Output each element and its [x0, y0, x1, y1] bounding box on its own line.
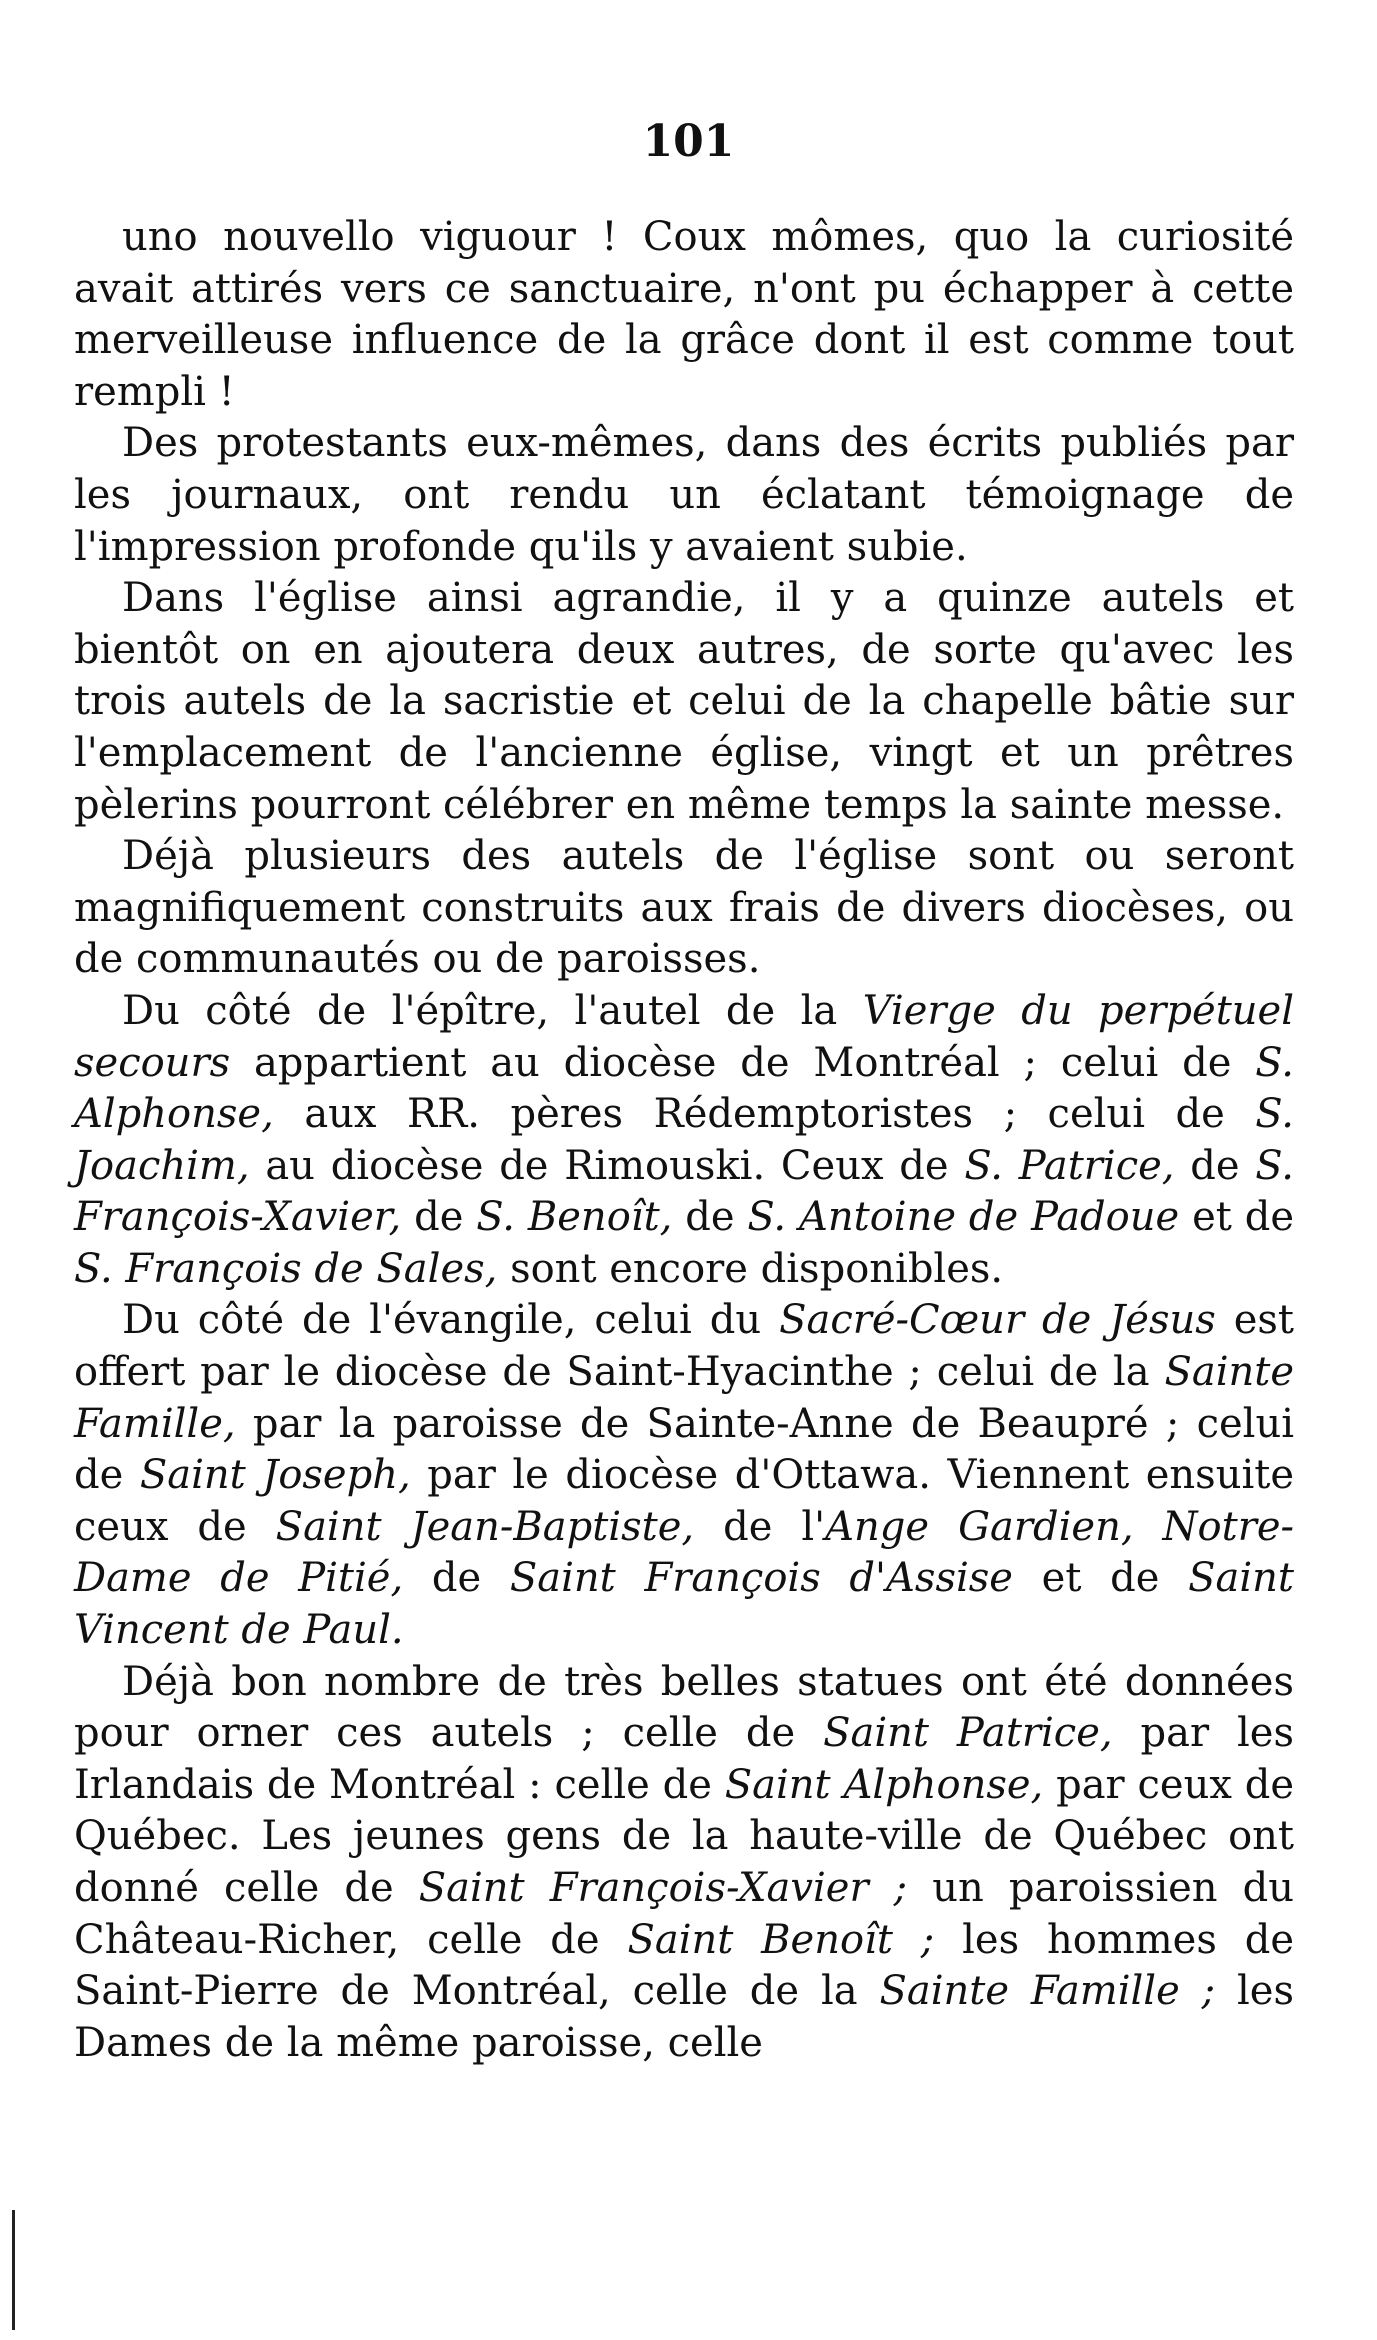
text-run: de — [401, 1194, 477, 1241]
text-run: appartient au diocèse de Montréal ; celui de — [230, 1039, 1256, 1086]
italic-text-run: Saint Patrice, — [823, 1710, 1113, 1757]
text-run: de — [672, 1194, 748, 1241]
paragraph — [74, 573, 1294, 831]
text-run: par les Irlandais de Montréal : celle de — [74, 1710, 1294, 1808]
text-run: est offert par le diocèse de Saint-Hyacinthe ; celui de la — [74, 1297, 1294, 1396]
italic-text-run: S. Joachim, — [74, 1091, 1294, 1189]
italic-text-run: Vierge du perpétuel secours — [74, 987, 1295, 1086]
italic-text-run: Saint François-Xavier ; — [418, 1865, 908, 1911]
paragraph — [74, 212, 1294, 418]
italic-text-run: Saint François d'Assise — [509, 1555, 1013, 1602]
italic-text-run: Sainte Famille, — [74, 1349, 1294, 1447]
text-run: Dans l'église ainsi agrandie, il y a quinze autels et bientôt on en ajoutera deux autres, de sorte qu'avec les trois autels de la sacristie et celui de la chapelle bâtie sur l'emplacement de l'ancienne église, vingt et un prêtres pèlerins pourront célébrer en même temps la sainte messe. — [74, 575, 1294, 828]
italic-text-run: Saint Benoît ; — [627, 1916, 935, 1963]
text-run: et de — [1179, 1194, 1294, 1241]
paragraph — [74, 1657, 1294, 2070]
italic-text-run: Saint Joseph, — [139, 1452, 411, 1499]
italic-text-run: Sacré-Cœur de Jésus — [779, 1297, 1216, 1344]
paragraph — [74, 1295, 1294, 1656]
text-run: Du côté de l'épître, l'autel de la — [122, 987, 863, 1034]
text-run: Des protestants eux-mêmes, dans des écrits publiés par les journaux, ont rendu un éclatant témoignage de l'impression profonde qu'ils y avaient subie. — [74, 420, 1294, 570]
text-run: de — [1174, 1142, 1256, 1189]
italic-text-run: Ange Gardien, Notre-Dame de Pitié, — [74, 1503, 1295, 1602]
italic-text-run: Saint Alphonse, — [724, 1761, 1044, 1808]
text-run: un paroissien du Château-Richer, celle de — [74, 1865, 1295, 1963]
text-run: Déjà plusieurs des autels de l'église sont ou seront magnifiquement construits aux frais de divers diocèses, ou de communautés ou de paroisses. — [74, 833, 1294, 983]
italic-text-run: Saint Vincent de Paul. — [74, 1555, 1294, 1654]
text-run: sont encore disponibles. — [497, 1245, 1004, 1292]
italic-text-run: S. Benoît, — [476, 1194, 673, 1241]
text-run: aux RR. pères Rédemptoristes ; celui de — [273, 1091, 1256, 1138]
text-run: uno nouvello viguour ! Coux mômes, quo la curiosité avait attirés vers ce sanctuaire, n'ont pu échapper à cette merveilleuse influence de la grâce dont il est comme tout rempli ! — [74, 214, 1294, 415]
italic-text-run: S. François-Xavier, — [74, 1142, 1294, 1241]
text-run: et de — [1012, 1555, 1189, 1602]
paragraph — [74, 986, 1294, 1296]
text-run: par ceux de Québec. Les jeunes gens de la haute-ville de Québec ont donné celle de — [74, 1761, 1294, 1911]
italic-text-run: S. Patrice, — [964, 1142, 1175, 1189]
margin-rule — [12, 2210, 15, 2330]
body-text — [74, 212, 1294, 2069]
text-run: au diocèse de Rimouski. Ceux de — [249, 1142, 965, 1189]
italic-text-run: S. Antoine de Padoue — [747, 1194, 1180, 1241]
italic-text-run: Saint Jean-Baptiste, — [275, 1503, 695, 1550]
paragraph — [74, 418, 1294, 573]
text-run: par la paroisse de Sainte-Anne de Beaupré ; celui de — [74, 1400, 1294, 1499]
italic-text-run: S. Alphonse, — [74, 1039, 1294, 1138]
text-run: les Dames de la même paroisse, celle — [74, 1968, 1294, 2066]
paragraph — [74, 831, 1294, 986]
italic-text-run: Sainte Famille ; — [879, 1968, 1216, 2015]
text-run: Déjà bon nombre de très belles statues ont été données pour orner ces autels ; celle de — [74, 1658, 1294, 1757]
text-run: de l' — [694, 1503, 826, 1550]
text-run: les hommes de Saint-Pierre de Montréal, celle de la — [74, 1916, 1295, 2015]
italic-text-run: S. François de Sales, — [74, 1245, 498, 1292]
text-run: par le diocèse d'Ottawa. Viennent ensuite ceux de — [74, 1452, 1294, 1550]
page-number: 101 — [642, 116, 735, 167]
text-run: Du côté de l'évangile, celui du — [122, 1297, 780, 1344]
text-run: de — [403, 1555, 510, 1602]
